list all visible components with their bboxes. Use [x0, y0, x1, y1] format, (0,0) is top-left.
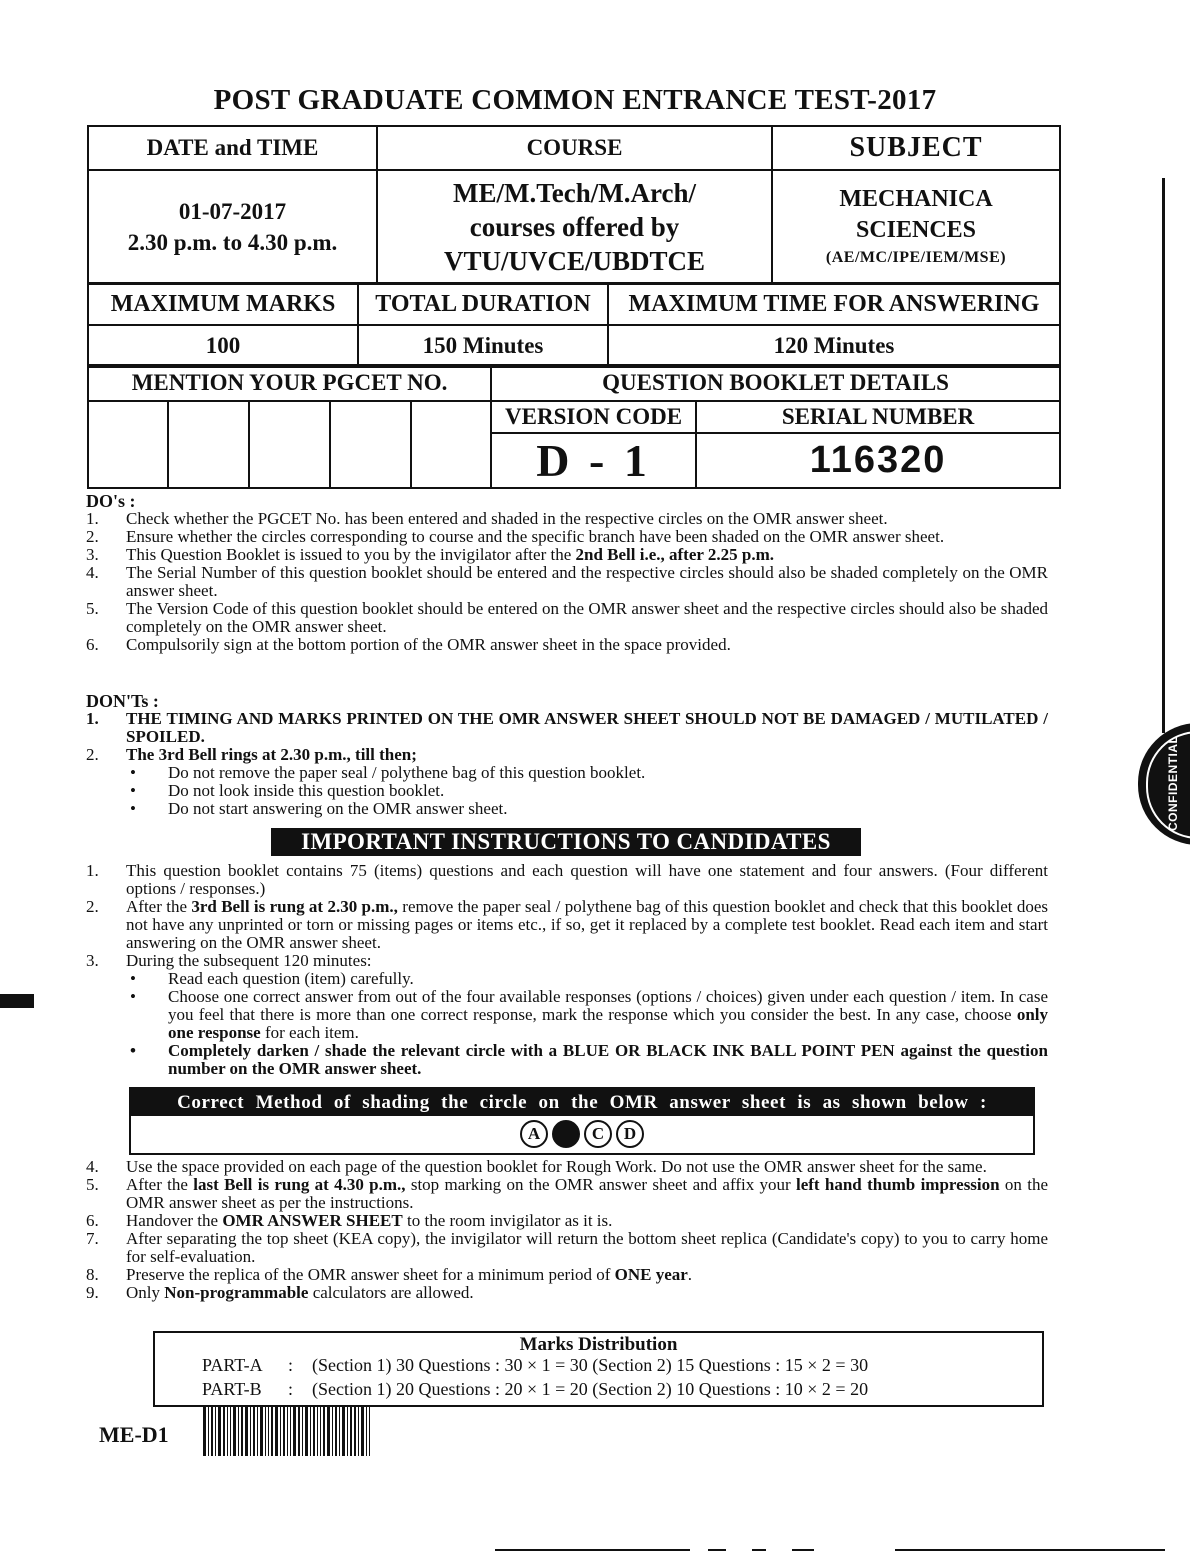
barcode-bar	[271, 1406, 273, 1456]
bubble-a: A	[520, 1120, 548, 1148]
part-label: PART-B	[202, 1379, 262, 1399]
subject-label: SUBJECT	[772, 126, 1060, 170]
pgcet-label: MENTION YOUR PGCET NO.	[88, 365, 491, 401]
registration-mark	[0, 994, 34, 1008]
pgcet-box-2[interactable]	[168, 401, 249, 488]
barcode-bar	[250, 1406, 251, 1456]
item-text: This Question Booklet is issued to you by the invigilator after the	[126, 545, 576, 564]
part-text: (Section 1) 30 Questions : 30 × 1 = 30 (Section 2) 15 Questions : 15 × 2 = 30	[312, 1355, 869, 1375]
exam-header-table	[87, 125, 1061, 285]
item-text: to the room invigilator as it is.	[402, 1211, 613, 1230]
course-cell	[377, 170, 772, 284]
barcode-bar	[265, 1406, 266, 1456]
max-marks-label: MAXIMUM MARKS	[88, 283, 358, 325]
instruction-item	[86, 1230, 1048, 1266]
barcode-icon	[203, 1406, 403, 1456]
barcode-bar	[342, 1406, 345, 1456]
dos-section	[86, 492, 1048, 654]
dos-item	[86, 600, 1048, 636]
donts-section	[86, 692, 1048, 818]
item-number: 4.	[86, 1157, 99, 1176]
barcode-bar	[253, 1406, 255, 1456]
barcode-bar	[369, 1406, 370, 1456]
item-number: 4.	[86, 563, 99, 582]
serial-number-label: SERIAL NUMBER	[696, 401, 1060, 433]
instruction-bullet	[126, 988, 1048, 1042]
item-text: Compulsorily sign at the bottom portion of the OMR answer sheet in the space provided.	[126, 635, 731, 654]
bubble-c: C	[584, 1120, 612, 1148]
booklet-details-table	[87, 364, 1061, 489]
item-number: 3.	[86, 545, 99, 564]
bullet-text: for each item.	[260, 1023, 359, 1042]
barcode-bar	[354, 1406, 356, 1456]
bullet-text-bold: only one response	[168, 1005, 1048, 1042]
donts-item	[86, 746, 1048, 764]
date-time-label: DATE and TIME	[88, 126, 377, 170]
barcode-bar	[211, 1406, 213, 1456]
booklet-code: ME-D1	[99, 1422, 169, 1447]
important-instructions-banner: IMPORTANT INSTRUCTIONS TO CANDIDATES	[271, 828, 861, 856]
barcode-bar	[335, 1406, 337, 1456]
item-text: on the OMR answer sheet as per the instructions.	[126, 1175, 1048, 1212]
item-text: Use the space provided on each page of the question booklet for Rough Work. Do not use the OMR answer sheet for the same.	[126, 1157, 987, 1176]
item-text: Handover the	[126, 1211, 223, 1230]
item-text: The Serial Number of this question booklet should be entered and the respective circles should also be shaded completely on the OMR answer sheet.	[126, 563, 1048, 600]
max-time-label: MAXIMUM TIME FOR ANSWERING	[608, 283, 1060, 325]
barcode-bar	[245, 1406, 248, 1456]
dos-heading: DO's :	[86, 491, 136, 511]
item-text: Ensure whether the circles corresponding to course and the specific branch have been shaded on the OMR answer sheet.	[126, 527, 945, 546]
item-text-bold: 3rd Bell is rung at 2.30 p.m.,	[191, 897, 398, 916]
instruction-item	[86, 1212, 1048, 1230]
item-text-bold: 2nd Bell i.e., after 2.25 p.m.	[575, 545, 774, 564]
instruction-item	[86, 1266, 1048, 1284]
instruction-bullet: • Read each question (item) carefully.	[126, 970, 1048, 988]
cut-line	[495, 1549, 690, 1551]
item-text: remove the paper seal / polythene bag of this question booklet and check that this booklet does not have any unprinted or torn or missing pages or items etc., if so, get it replaced by a complete test booklet. Read each item and start answering on the OMR answer sheet.	[126, 897, 1048, 952]
barcode-bar	[238, 1406, 239, 1456]
part-label: PART-A	[202, 1355, 263, 1375]
item-text: Check whether the PGCET No. has been entered and shaded in the respective circles on the OMR answer sheet.	[126, 509, 888, 528]
barcode-bar	[275, 1406, 278, 1456]
barcode-bar	[287, 1406, 288, 1456]
item-text: Only	[126, 1283, 165, 1302]
cut-line	[752, 1549, 766, 1551]
barcode-bar	[305, 1406, 308, 1456]
max-marks-value: 100	[88, 325, 358, 367]
item-number: 1.	[86, 861, 99, 880]
barcode-bar	[323, 1406, 325, 1456]
barcode-bar	[320, 1406, 321, 1456]
exam-date: 01-07-2017	[178, 199, 287, 224]
item-text: stop marking on the OMR answer sheet and affix your	[405, 1175, 796, 1194]
barcode-bar	[227, 1406, 228, 1456]
item-text: After the	[126, 1175, 194, 1194]
total-duration-label: TOTAL DURATION	[358, 283, 608, 325]
subject-codes: (AE/MC/IPE/IEM/MSE)	[825, 249, 1007, 266]
barcode-bar	[358, 1406, 359, 1456]
item-text-bold: Non-programmable	[164, 1283, 309, 1302]
barcode-bar	[366, 1406, 367, 1456]
course-line-3: VTU/UVCE/UBDTCE	[443, 246, 706, 276]
item-number: 3.	[86, 951, 99, 970]
barcode-bar	[327, 1406, 330, 1456]
barcode-bar	[233, 1406, 236, 1456]
cut-line	[708, 1549, 726, 1551]
donts-bullet: • Do not remove the paper seal / polythene bag of this question booklet.	[126, 764, 1048, 782]
dos-item	[86, 510, 1048, 528]
omr-shading-banner: Correct Method of shading the circle on the OMR answer sheet is as shown below :	[131, 1089, 1033, 1116]
barcode-bar	[290, 1406, 291, 1456]
instruction-item	[86, 1284, 1048, 1302]
item-number: 2.	[86, 745, 99, 764]
pgcet-box-4[interactable]	[330, 401, 411, 488]
subject-line-2: SCIENCES	[855, 217, 977, 243]
bullet-text: Choose one correct answer from out of the four available responses (options / choices) given under each question / item. In case you feel that there is more than one correct response, mark the response which you consider the best. In any case, choose	[168, 987, 1048, 1024]
instruction-item	[86, 898, 1048, 952]
barcode-bar	[313, 1406, 315, 1456]
item-text: .	[687, 1265, 693, 1284]
item-text: Preserve the replica of the OMR answer sheet for a minimum period of	[126, 1265, 615, 1284]
item-text: calculators are allowed.	[308, 1283, 474, 1302]
barcode-bar	[257, 1406, 258, 1456]
barcode-bar	[203, 1406, 206, 1456]
barcode-bar	[218, 1406, 221, 1456]
part-colon: :	[288, 1355, 294, 1375]
item-text: The 3rd Bell rings at 2.30 p.m., till then;	[126, 745, 417, 764]
item-number: 1.	[86, 709, 99, 728]
bubble-b-filled	[552, 1120, 580, 1148]
pgcet-box-1[interactable]	[88, 401, 168, 488]
pgcet-box-5[interactable]	[411, 401, 491, 488]
barcode-bar	[283, 1406, 285, 1456]
barcode-bar	[223, 1406, 225, 1456]
confidential-seal-icon	[1138, 723, 1190, 845]
barcode-bar	[298, 1406, 300, 1456]
item-number: 9.	[86, 1283, 99, 1302]
item-number: 6.	[86, 1211, 99, 1230]
instruction-bullet: • Completely darken / shade the relevant circle with a BLUE OR BLACK INK BALL POINT PEN against the question number on the OMR answer sheet.	[126, 1042, 1048, 1078]
pgcet-box-3[interactable]	[249, 401, 330, 488]
instruction-item	[86, 1158, 1048, 1176]
part-colon: :	[288, 1379, 294, 1399]
version-code-value: D - 1	[491, 433, 696, 488]
cut-line	[792, 1549, 814, 1551]
donts-item	[86, 710, 1048, 746]
instruction-item	[86, 952, 1048, 970]
item-text: During the subsequent 120 minutes:	[126, 951, 372, 970]
instruction-item	[86, 1176, 1048, 1212]
item-number: 2.	[86, 527, 99, 546]
barcode-bar	[280, 1406, 281, 1456]
instructions-part-2	[86, 1158, 1048, 1302]
instructions-part-1	[86, 862, 1048, 1078]
item-number: 7.	[86, 1229, 99, 1248]
dos-item	[86, 564, 1048, 600]
barcode-bar	[339, 1406, 340, 1456]
dos-item	[86, 546, 1048, 564]
barcode-bar	[260, 1406, 263, 1456]
item-text: The Version Code of this question booklet should be entered on the OMR answer sheet and the respective circles should also be shaded completely on the OMR answer sheet.	[126, 599, 1048, 636]
subject-cell	[772, 170, 1060, 284]
barcode-bar	[230, 1406, 231, 1456]
omr-shading-example	[129, 1087, 1035, 1155]
dos-item	[86, 636, 1048, 654]
barcode-bar	[310, 1406, 311, 1456]
item-number: 1.	[86, 509, 99, 528]
instruction-item	[86, 862, 1048, 898]
item-number: 8.	[86, 1265, 99, 1284]
total-duration-value: 150 Minutes	[358, 325, 608, 367]
barcode-bar	[241, 1406, 243, 1456]
barcode-bar	[208, 1406, 209, 1456]
seal-text: CONFIDENTIAL	[1166, 735, 1180, 831]
cut-line	[895, 1549, 1165, 1551]
page-title: POST GRADUATE COMMON ENTRANCE TEST-2017	[213, 84, 937, 116]
bubble-d: D	[616, 1120, 644, 1148]
barcode-bar	[332, 1406, 333, 1456]
item-number: 6.	[86, 635, 99, 654]
marks-row-part-b	[202, 1379, 868, 1400]
subject-line-1: MECHANICA	[839, 186, 993, 212]
barcode-bar	[317, 1406, 318, 1456]
barcode-bar	[350, 1406, 352, 1456]
omr-bubbles	[131, 1116, 1033, 1152]
barcode-bar	[347, 1406, 348, 1456]
course-line-1: ME/M.Tech/M.Arch/	[453, 178, 696, 208]
barcode-bar	[215, 1406, 216, 1456]
max-time-value: 120 Minutes	[608, 325, 1060, 367]
booklet-details-label: QUESTION BOOKLET DETAILS	[491, 365, 1060, 401]
donts-bullet: • Do not look inside this question booklet.	[126, 782, 1048, 800]
item-text: This question booklet contains 75 (items) questions and each question will have one statement and four answers. (Four different options / responses.)	[126, 861, 1048, 898]
item-text-bold: last Bell is rung at 4.30 p.m.,	[193, 1175, 406, 1194]
marks-distribution-title: Marks Distribution	[519, 1334, 678, 1355]
donts-heading: DON'Ts :	[86, 691, 159, 711]
marks-duration-table	[87, 282, 1061, 368]
item-text-bold: OMR ANSWER SHEET	[222, 1211, 403, 1230]
barcode-bar	[268, 1406, 269, 1456]
course-line-2: courses offered by	[469, 212, 680, 242]
exam-time: 2.30 p.m. to 4.30 p.m.	[127, 230, 338, 255]
date-time-cell	[88, 170, 377, 284]
part-text: (Section 1) 20 Questions : 20 × 1 = 20 (Section 2) 10 Questions : 10 × 2 = 20	[312, 1379, 869, 1399]
barcode-bar	[361, 1406, 364, 1456]
item-text-bold: left hand thumb impression	[796, 1175, 1000, 1194]
page-edge-line	[1162, 178, 1165, 733]
item-number: 5.	[86, 599, 99, 618]
course-label: COURSE	[377, 126, 772, 170]
item-text: After separating the top sheet (KEA copy), the invigilator will return the bottom sheet replica (Candidate's copy) to you to carry home for self-evaluation.	[126, 1229, 1048, 1266]
item-number: 5.	[86, 1175, 99, 1194]
dos-item	[86, 528, 1048, 546]
donts-bullet: • Do not start answering on the OMR answer sheet.	[126, 800, 1048, 818]
barcode-bar	[302, 1406, 303, 1456]
barcode-bar	[293, 1406, 296, 1456]
serial-number-value: 116320	[696, 433, 1060, 488]
item-text-bold: ONE year	[614, 1265, 688, 1284]
marks-distribution-box	[153, 1331, 1044, 1407]
item-number: 2.	[86, 897, 99, 916]
item-text: After the	[126, 897, 192, 916]
version-code-label: VERSION CODE	[491, 401, 696, 433]
marks-row-part-a	[202, 1355, 868, 1376]
item-text: THE TIMING AND MARKS PRINTED ON THE OMR ANSWER SHEET SHOULD NOT BE DAMAGED / MUTILATED / SPOILED.	[126, 709, 1048, 746]
